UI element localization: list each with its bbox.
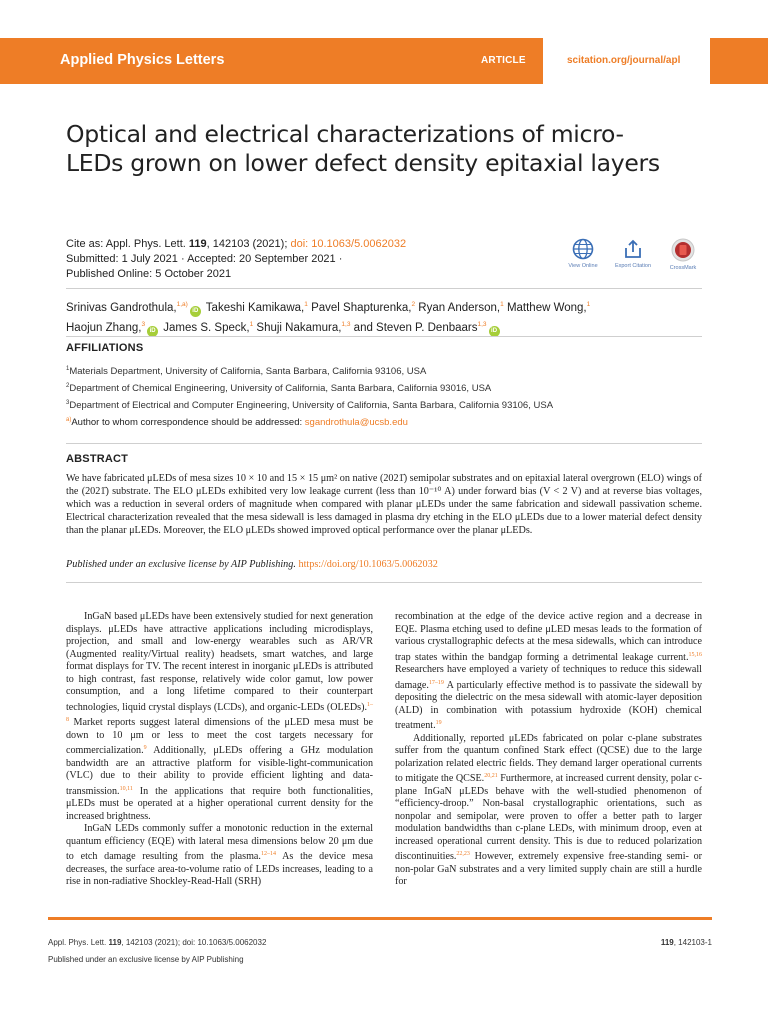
journal-header xyxy=(0,38,768,84)
author-affil-ref: 1,a) xyxy=(176,301,188,308)
body-text: recombination at the edge of the device active region and a decrease in EQE. Plasma etching used to define μLED mesas leads to the formation of various crystallographic defects at the mesa sidewalls, which can introduce trap states within the bandgap forming a detrimental leakage current. xyxy=(395,611,702,663)
footer-rule xyxy=(48,917,712,920)
body-text: Furthermore, at increased current density, polar c-plane InGaN μLEDs behave with the well-studied phenomenon of “efficiency-droop.” Non-basal crystallographic orientations, such as nonpolar and semipolar, were proven to offer a better path to larger modulation bandwidths than c-plane LEDs, with minimum droop, even at increased operational current density. This is due to reduced polarization discontinuities. xyxy=(395,773,702,862)
view-online-label: View Online xyxy=(568,263,598,269)
author-name[interactable]: Matthew Wong, xyxy=(506,302,587,314)
author-name[interactable]: Shuji Nakamura, xyxy=(256,322,342,334)
license-text: Published under an exclusive license by AIP Publishing. xyxy=(66,559,299,570)
author-name[interactable]: Pavel Shapturenka, xyxy=(311,302,412,314)
cite-prefix: Cite as: Appl. Phys. Lett. xyxy=(66,238,189,250)
affil-text: Department of Chemical Engineering, University of California, Santa Barbara, California 93016, USA xyxy=(69,383,492,394)
crossmark-icon xyxy=(671,238,695,262)
author-affil-ref: 1 xyxy=(500,301,504,308)
affiliation-item xyxy=(66,396,553,413)
dates-line-1: Submitted: 1 July 2021 · Accepted: 20 September 2021 · xyxy=(66,253,343,265)
affil-number: 3 xyxy=(66,400,70,406)
view-online-button[interactable] xyxy=(563,238,603,269)
dates-line-2: Published Online: 5 October 2021 xyxy=(66,268,232,280)
author-affil-ref: 2 xyxy=(411,301,416,308)
abstract-heading: ABSTRACT xyxy=(66,453,129,465)
doi-url-link[interactable]: https://doi.org/10.1063/5.0062032 xyxy=(298,559,438,570)
divider xyxy=(66,582,702,583)
body-text: As the device mesa decreases, the surface area-to-volume ratio of LEDs increases, leading to a rise in non-radiative Shockley-Read-Hall (SRH) xyxy=(66,851,374,887)
reference-link[interactable]: 1–8 xyxy=(66,701,373,723)
reference-link[interactable]: 20,21 xyxy=(484,773,498,779)
footer-doi: , 142103 (2021); doi: 10.1063/5.0062032 xyxy=(121,938,267,947)
author-name[interactable]: and Steven P. Denbaars xyxy=(353,322,478,334)
reference-link[interactable]: 9 xyxy=(143,745,147,751)
abstract-text: We have fabricated μLEDs of mesa sizes 10 × 10 and 15 × 15 μm² on native (2021̄) semipolar substrates and on epitaxial lateral overgrown (ELO) wings of the (2021̄) substrate. The ELO μLEDs exhibited very low leakage current (less than 10⁻¹⁰ A) under forward bias (V < 2 V) and at reverse bias voltages, which was a reduction in several orders of magnitude when compared with planar μLEDs under the same fabrication and sidewall passivation scheme. Electrical characterization revealed that the mesa sidewall is less damaged in plasma dry etching in the ELO μLEDs due to a lower material defect density than the planar μLEDs. Moreover, the ELO μLEDs showed improved optical performance over the planar μLEDs. xyxy=(66,473,702,536)
body-column-left xyxy=(66,611,373,889)
footer-license: Published under an exclusive license by AIP Publishing xyxy=(48,955,244,964)
cite-line xyxy=(66,237,406,252)
reference-link[interactable]: 17–19 xyxy=(428,679,444,686)
globe-icon xyxy=(572,238,594,260)
orcid-icon[interactable]: iD xyxy=(147,326,158,337)
reference-link[interactable]: 10,11 xyxy=(119,785,133,792)
footer-volume: 119 xyxy=(108,938,122,947)
author-name[interactable]: Srinivas Gandrothula, xyxy=(66,302,177,314)
body-text: Additionally, μLEDs offering a GHz modulation bandwidth are an attractive platform for visible-light-communication (VLC) due to their ability to provide efficient lighting and data-transmission. xyxy=(66,745,373,797)
body-text: Additionally, reported μLEDs fabricated on polar c-plane substrates suffer from the quantum confined Stark effect (QCSE) due to the large polarization related electric fields. They demand larger operational currents to mitigate the QCSE. xyxy=(395,732,702,784)
orcid-icon[interactable]: iD xyxy=(489,326,500,337)
divider xyxy=(66,443,702,444)
divider xyxy=(66,336,702,337)
crossmark-button[interactable] xyxy=(663,238,703,271)
author-affil-ref: 3 xyxy=(141,321,146,328)
body-text: InGaN LEDs commonly suffer a monotonic reduction in the external quantum efficiency (EQE) with lateral mesa dimensions below 20 μm due to etch damage resulting from the plasma. xyxy=(66,823,373,862)
body-text: However, extremely expensive free-standing semi- or non-polar GaN substrates and a very limited supply chain are still a hurdle for xyxy=(395,851,702,887)
author-name[interactable]: Haojun Zhang, xyxy=(66,322,142,334)
footer-citation xyxy=(48,938,266,947)
body-column-right xyxy=(395,611,702,889)
body-paragraph xyxy=(395,611,702,733)
author-affil-ref: 1 xyxy=(586,301,591,308)
footer-page: , 142103-1 xyxy=(673,938,712,947)
body-text: InGaN based μLEDs have been extensively studied for next generation displays. μLEDs have attractive applications including microdisplays, projection, and small and low-energy wearables such as AR/VR (Augmented reality/Virtual reality) headsets, smart watches, and large format displays for TV. The recent interest in inorganic μLEDs is attributed to high contrast, fast response, relatively wide color gamut, low power consumption, and a long lifetime compared to their counterpart technologies, liquid crystal displays (LCDs), and organic-LEDs (OLEDs). xyxy=(66,611,373,713)
author-affil-ref: 1 xyxy=(304,301,308,308)
body-text: Researchers have employed a variety of techniques to reduce this sidewall damage. xyxy=(395,664,702,691)
divider xyxy=(66,288,702,289)
author-affil-ref: 1,3 xyxy=(477,321,487,328)
body-paragraph xyxy=(66,611,373,823)
body-paragraph xyxy=(395,733,702,889)
author-name[interactable]: James S. Speck, xyxy=(163,322,250,334)
license-line xyxy=(66,559,438,570)
corresp-marker: a) xyxy=(66,417,72,423)
crossmark-label: CrossMark xyxy=(669,265,697,271)
export-citation-button[interactable] xyxy=(613,238,653,269)
orcid-icon[interactable]: iD xyxy=(190,306,201,317)
cite-volume: 119 xyxy=(188,238,207,250)
body-paragraph xyxy=(66,823,373,889)
author-name[interactable]: Takeshi Kamikawa, xyxy=(205,302,305,314)
journal-site-link[interactable]: scitation.org/journal/apl xyxy=(567,55,681,66)
affiliation-item xyxy=(66,379,553,396)
affiliations-list xyxy=(66,362,553,413)
footer-page-number xyxy=(661,938,712,947)
article-actions xyxy=(563,238,713,278)
author-name[interactable]: Ryan Anderson, xyxy=(418,302,501,314)
reference-link[interactable]: 15,16 xyxy=(688,651,702,658)
author-list xyxy=(66,297,706,337)
cite-suffix: , 142103 (2021); xyxy=(206,238,291,250)
affil-text: Department of Electrical and Computer Engineering, University of California, Santa Barbara, California 93106, USA xyxy=(69,400,554,411)
reference-link[interactable]: 19 xyxy=(435,720,442,726)
footer-journal: Appl. Phys. Lett. xyxy=(48,938,109,947)
affil-number: 2 xyxy=(66,383,70,389)
affil-number: 1 xyxy=(66,366,70,372)
header-bar xyxy=(0,38,543,84)
body-text: A particularly effective method is to passivate the sidewall by depositing the dielectric on the mesa sidewall with atomic-layer deposition (ALD) in combination with potassium hydroxide (KOH) chemical treatment. xyxy=(395,679,702,731)
citation-block xyxy=(66,237,406,282)
author-affil-ref: 1,3 xyxy=(341,321,351,328)
body-text: In the applications that require both functionalities, μLEDs must be operated at a higher operational current density for the increased brightness. xyxy=(66,785,373,822)
correspondence-note xyxy=(66,417,408,428)
header-accent-block xyxy=(710,38,768,84)
export-icon xyxy=(622,238,644,260)
affiliations-heading: AFFILIATIONS xyxy=(66,342,144,354)
author-affil-ref: 1 xyxy=(249,321,254,328)
reference-link[interactable]: 12–14 xyxy=(260,851,276,857)
article-title: Optical and electrical characterizations of micro-LEDs grown on lower defect density epitaxial layers xyxy=(66,120,660,177)
corresp-text: Author to whom correspondence should be addressed: xyxy=(71,417,305,428)
affil-text: Materials Department, University of California, Santa Barbara, California 93106, USA xyxy=(69,366,427,377)
affiliation-item xyxy=(66,362,553,379)
reference-link[interactable]: 22,23 xyxy=(456,851,470,857)
corresp-email-link[interactable]: sgandrothula@ucsb.edu xyxy=(304,417,408,428)
export-citation-label: Export Citation xyxy=(614,263,652,269)
article-type-tag: ARTICLE xyxy=(481,55,526,66)
body-text: Market reports suggest lateral dimensions of the μLED mesa must be down to 10 μm or less to meet the cost targets necessary for commercialization. xyxy=(66,717,373,756)
footer-page-volume: 119 xyxy=(660,938,674,947)
journal-name[interactable]: Applied Physics Letters xyxy=(60,52,225,68)
doi-link[interactable]: doi: 10.1063/5.0062032 xyxy=(290,238,407,250)
